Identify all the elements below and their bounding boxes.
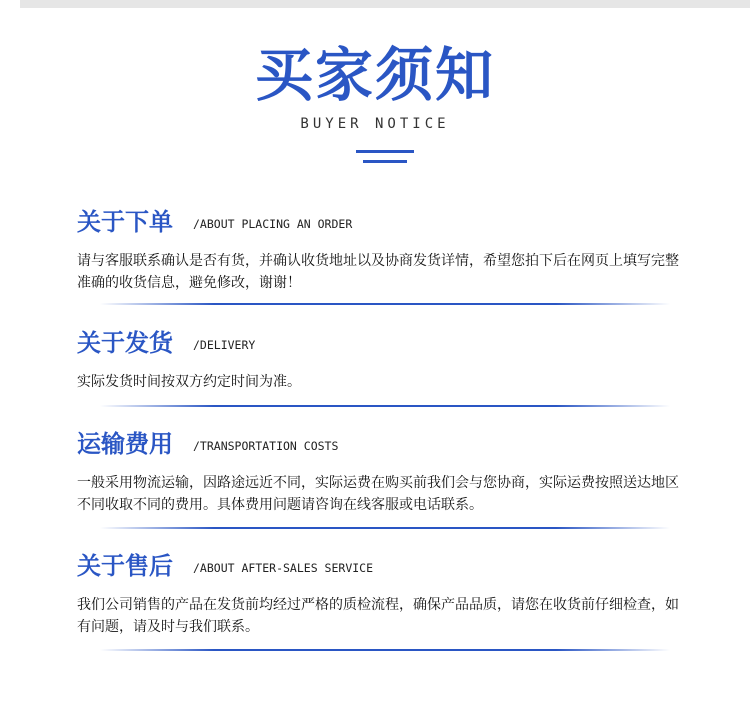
section-header (77, 327, 697, 361)
section-title: 关于售后 (77, 552, 173, 580)
section-body: 我们公司销售的产品在发货前均经过严格的质检流程，确保产品品质，请您在收货前仔细检查，如有问题，请及时与我们联系。 (77, 597, 679, 635)
section-divider (100, 303, 670, 305)
top-divider-bar (20, 0, 750, 8)
section-shipping-costs (77, 428, 697, 513)
title-underline-bottom (363, 160, 407, 163)
section-body: 一般采用物流运输，因路途远近不同，实际运费在购买前我们会与您协商，实际运费按照送达地区不同收取不同的费用。具体费用问题请咨询在线客服或电话联系。 (77, 475, 679, 513)
section-header (77, 550, 697, 584)
section-divider (100, 405, 670, 407)
section-after-sales (77, 550, 697, 635)
page-subtitle: BUYER NOTICE (300, 116, 450, 132)
section-ordering (77, 206, 697, 291)
section-subtitle: /DELIVERY (193, 338, 256, 352)
section-subtitle: /ABOUT PLACING AN ORDER (193, 217, 353, 231)
section-divider (100, 649, 670, 651)
section-title: 关于下单 (77, 208, 173, 236)
section-header (77, 428, 697, 462)
section-title: 关于发货 (77, 329, 173, 357)
section-subtitle: /ABOUT AFTER-SALES SERVICE (193, 561, 374, 575)
section-divider (100, 527, 670, 529)
section-body: 实际发货时间按双方约定时间为准。 (77, 374, 301, 390)
section-delivery (77, 327, 697, 390)
page-title: 买家须知 (254, 41, 495, 109)
section-body: 请与客服联系确认是否有货，并确认收货地址以及协商发货详情，希望您拍下后在网页上填写完整准确的收货信息，避免修改，谢谢！ (77, 253, 679, 291)
section-title: 运输费用 (77, 430, 173, 458)
section-header (77, 206, 697, 240)
section-subtitle: /TRANSPORTATION COSTS (193, 439, 339, 453)
title-underline-top (356, 150, 414, 153)
